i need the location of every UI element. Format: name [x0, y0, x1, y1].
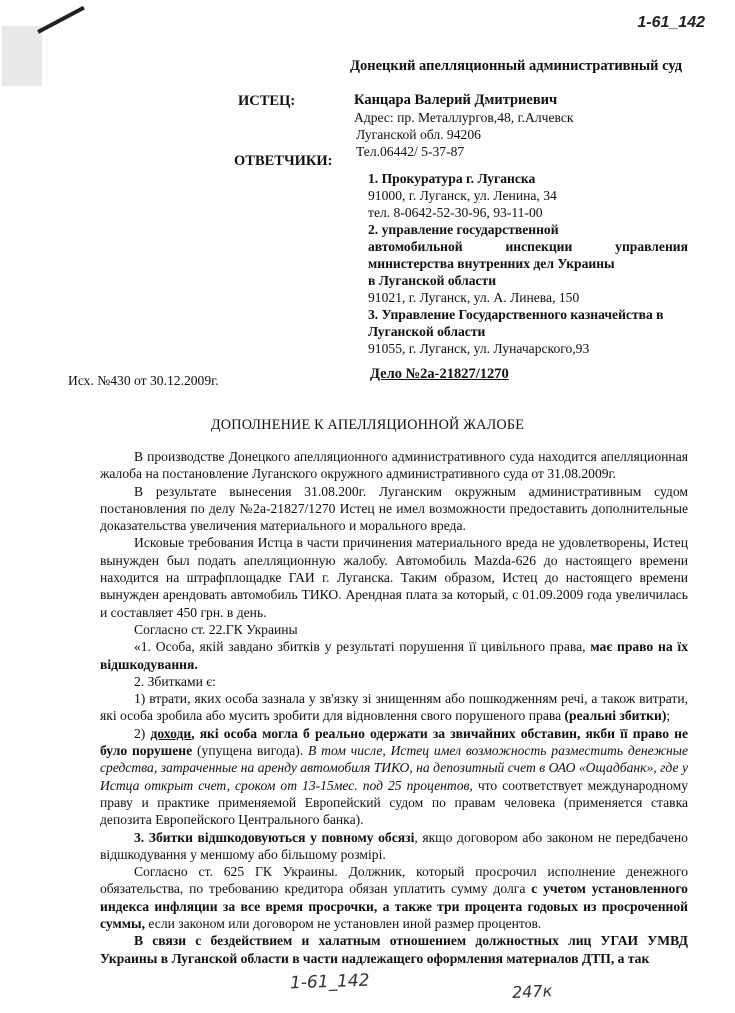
paragraph-5-bold: має право на їх відшкодування. — [100, 639, 688, 672]
paragraph-7-text: 1) втрати, яких особа зазнала у зв'язку зі знищенням або пошкодженням речі, а також витрати, які особа зробила або мусить зробити для відновлення свого порушеного права — [100, 691, 688, 724]
paragraph-8-num: 2) — [134, 725, 151, 741]
paragraph-8 — [100, 725, 688, 829]
defendant-2-line-4: в Луганской области — [368, 273, 497, 288]
paragraph-1: В производстве Донецкого апелляционного административного суда находится апелляционная жалоба на постановление Луганского окружного административного суда от 31.08.2009г. — [100, 449, 688, 482]
defendant-3-address: 91055, г. Луганск, ул. Луначарского,93 — [368, 341, 590, 356]
defendant-2-line-3: министерства внутренних дел Украины — [368, 256, 615, 271]
defendant-1-phone: тел. 8-0642-52-30-96, 93-11-00 — [368, 205, 543, 220]
defendant-3-line-1: 3. Управление Государственного казначейства в — [368, 307, 664, 322]
defendant-2-line-1: 2. управление государственной — [368, 222, 559, 237]
defendant-2-word-2: инспекции — [505, 239, 573, 254]
defendant-2-address: 91021, г. Луганск, ул. А. Линева, 150 — [368, 290, 580, 305]
paragraph-9-bold: 3. Збитки відшкодовуються у повному обсязі — [134, 829, 415, 845]
defendant-2-word-3: управления — [615, 239, 688, 254]
plaintiff-phone: Тел.06442/ 5-37-87 — [356, 144, 465, 159]
paragraph-4: Согласно ст. 22.ГК Украины — [134, 621, 298, 637]
defendant-2-word-1: автомобильной — [368, 239, 463, 254]
corner-stamp: 1-61_142 — [637, 14, 705, 31]
paragraph-11: В связи с бездействием и халатным отношением должностных лиц УГАИ УМВД Украины в Луганской области в части надлежащего оформления материалов ДТП, а так — [100, 933, 688, 966]
outgoing-number: Исх. №430 от 30.12.2009г. — [68, 373, 219, 388]
scan-edge-mark — [37, 6, 85, 34]
paragraph-7-end: ; — [666, 708, 671, 724]
paragraph-7 — [100, 690, 688, 725]
defendant-1-name: 1. Прокуратура г. Луганска — [368, 171, 536, 186]
defendant-1-address: 91000, г. Луганск, ул. Ленина, 34 — [368, 188, 557, 203]
plaintiff-name: Канцара Валерий Дмитриевич — [354, 92, 558, 108]
paragraph-5 — [100, 638, 688, 673]
plaintiff-address-2: Луганской обл. 94206 — [356, 127, 481, 142]
paragraph-5-text: «1. Особа, якій завдано збитків у результаті порушення її цивільного права, — [134, 639, 591, 655]
paragraph-10-text: Согласно ст. 625 ГК Украины. Должник, который просрочил исполнение денежного обязательства, по требованию кредитора обязан уплатить сумму долга — [100, 864, 688, 897]
handwritten-note-left: 1-61_142 — [289, 970, 370, 994]
paragraph-3: Исковые требования Истца в части причинения материального вреда не удовлетворены, Истец вынужден был подать апелляционную жалобу. Автомобиль Mazda-626 до настоящего времени находится на штрафплощадке ГАИ г. Луганска. Таким образом, Истец до настоящего времени вынужден арендовать автомобиль ТИКО. Арендная плата за который, с 01.09.2009 года увеличилась и составляет 450 грн. в день. — [100, 535, 688, 620]
defendant-3-line-2: Луганской области — [368, 324, 486, 339]
plaintiff-label: ИСТЕЦ: — [238, 93, 296, 109]
court-name: Донецкий апелляционный административный суд — [350, 58, 683, 74]
paragraph-9 — [100, 829, 688, 864]
paragraph-10-bold: с учетом установленного индекса инфляции за все время просрочки, а также три процента годовых из просроченной суммы, — [100, 881, 688, 932]
paragraph-10 — [100, 863, 688, 932]
scan-margin-shadow — [2, 26, 42, 86]
paragraph-6: 2. Збитками є: — [134, 673, 216, 689]
paragraph-8-italic: В том числе, Истец имел возможность разместить денежные средства, затраченные на аренду автомобиля ТИКО, на депозитный счет в ОАО «Ощадбанк», где у Истца открыт счет, сроком от 13-15мес. под 25 процентов, — [100, 743, 688, 793]
defendant-2-line-2 — [368, 238, 688, 255]
paragraph-8-bold: , які особа могла б реально одержати за звичайних обставин, якби її право не було порушене — [100, 725, 688, 759]
paragraph-10-tail: если законом или договором не установлен иной размер процентов. — [145, 916, 542, 932]
defendants-label: ОТВЕТЧИКИ: — [234, 153, 333, 169]
paragraph-9-text: , якщо договором або законом не передбачено відшкодування у меншому або більшому розмірі. — [100, 829, 688, 862]
paragraph-8-underlined: доходи — [150, 725, 192, 741]
defendants-block — [368, 170, 688, 357]
paragraph-7-bold: (реальні збитки) — [564, 708, 667, 724]
paragraph-2: В результате вынесения 31.08.200г. Луганским окружным административным судом постановления по делу №2а-21827/1270 Истец не имел возможности предоставить дополнительные доказательства увеличения материального и морального вреда. — [100, 483, 688, 534]
case-number: Дело №2а-21827/1270 — [370, 366, 509, 382]
paragraph-8-text: (упущена вигода). — [192, 743, 309, 759]
plaintiff-block — [354, 92, 573, 160]
document-title: ДОПОЛНЕНИЕ К АПЕЛЛЯЦИОННОЙ ЖАЛОБЕ — [210, 417, 525, 433]
paragraph-8-tail: что соответствует международному праву и практике применяемой Европейский судом по правам человека (применяется ставка депозита Европейского Центрального банка). — [100, 777, 689, 828]
handwritten-note-right: 247к — [511, 980, 553, 1003]
plaintiff-address-1: Адрес: пр. Металлургов,48, г.Алчевск — [354, 110, 574, 125]
document-body — [100, 448, 688, 967]
